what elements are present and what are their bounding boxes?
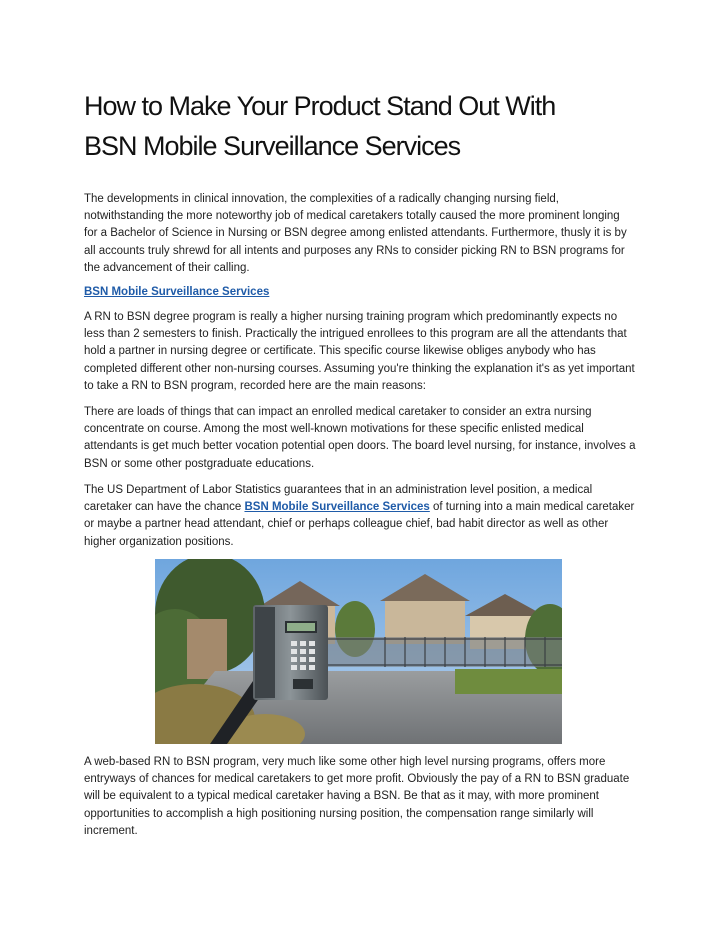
article-title bbox=[84, 86, 664, 166]
paragraph-4-text-a: The US Department of Labor Statistics guarantees that in an administration level position, a medical caretaker can have the chance bbox=[84, 484, 593, 514]
paragraph-4-text-b: of turning into a main medical caretaker or maybe a partner head attendant, chief or perhaps colleague chief, bad habit director as well as other higher organization positions. bbox=[84, 501, 635, 548]
paragraph-5: A web-based RN to BSN program, very much like some other high level nursing programs, offers more entryways of chances for medical caretakers to get more profit. Obviously the pay of a RN to BSN graduate will be equivalent to a typical medical caretaker having a BSN. Be that as it may, with more prominent opportunities to accomplish a high positioning nursing position, the compensation range similarly will increment. bbox=[84, 756, 630, 837]
title-line-2: BSN Mobile Surveillance Services bbox=[84, 131, 461, 161]
link-paragraph bbox=[84, 284, 636, 301]
paragraph-4 bbox=[84, 482, 636, 551]
paragraph-2: A RN to BSN degree program is really a higher nursing training program which predominantly expects no less than 2 semesters to finish. Practically the intrigued enrollees to this program are all the attendants that hold a partner in nursing degree or certificate. This specific course likewise obliges anybody who has completed different other non-nursing courses. Assuming you're thinking the explanation it's as yet important to take a RN to BSN program, recorded here are the main reasons: bbox=[84, 311, 635, 392]
bsn-surveillance-link-2[interactable]: BSN Mobile Surveillance Services bbox=[244, 501, 430, 514]
bsn-surveillance-link-1[interactable]: BSN Mobile Surveillance Services bbox=[84, 286, 270, 298]
paragraph-1: The developments in clinical innovation, the complexities of a radically changing nursing field, notwithstanding the more noteworthy job of medical caretakers totally caused the more prominent longing for a Bachelor of Science in Nursing or BSN degree among enlisted attendants. Furthermore, thusly it is by all accounts truly shrewd for all intents and purposes any RNs to consider picking RN to BSN programs for the advancement of their calling. bbox=[84, 193, 627, 274]
title-line-1: How to Make Your Product Stand Out With bbox=[84, 91, 556, 121]
article-photo bbox=[155, 559, 562, 744]
paragraph-3: There are loads of things that can impact an enrolled medical caretaker to consider an extra nursing concentrate on course. Among the most well-known motivations for these specific enlisted medical attendants is get much better vocation potential open doors. The board level nursing, for instance, involves a BSN or some other postgraduate educations. bbox=[84, 406, 636, 470]
